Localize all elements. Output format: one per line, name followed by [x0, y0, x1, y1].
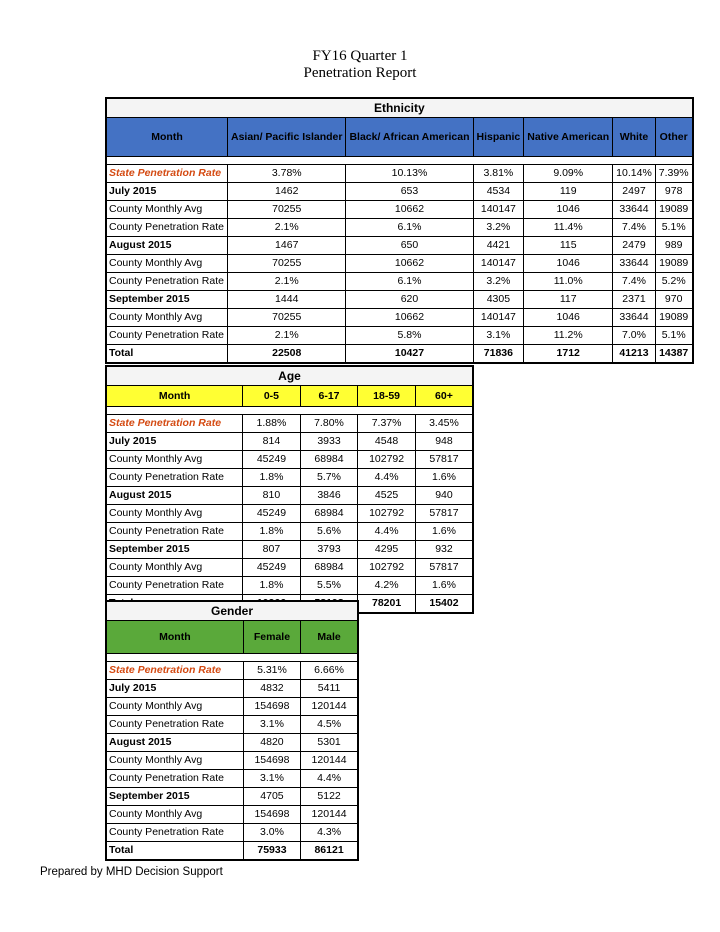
gender-cell: 5122	[301, 788, 358, 806]
ethnicity-cell: 6.1%	[346, 273, 473, 291]
ethnicity-cell: 19089	[655, 201, 692, 219]
ethnicity-cell: 4534	[473, 183, 524, 201]
ethnicity-cell: 70255	[228, 201, 346, 219]
report-title	[0, 48, 720, 82]
ethnicity-cell: 3.2%	[473, 273, 524, 291]
gender-row-label: County Monthly Avg	[106, 752, 243, 770]
gender-cell: 4832	[243, 680, 300, 698]
age-cell: 3933	[300, 433, 358, 451]
age-cell: 814	[243, 433, 301, 451]
gender-row-label: County Penetration Rate	[106, 716, 243, 734]
ethnicity-cell: 115	[524, 237, 613, 255]
ethnicity-table-row	[106, 165, 693, 183]
gender-cell: 4705	[243, 788, 300, 806]
gender-cell: 4.3%	[301, 824, 358, 842]
ethnicity-column-header: White	[613, 118, 656, 157]
ethnicity-cell: 22508	[228, 345, 346, 364]
age-cell: 1.8%	[243, 577, 301, 595]
gender-header-row	[106, 621, 358, 654]
age-column-header: 18-59	[358, 386, 416, 407]
ethnicity-column-header: Hispanic	[473, 118, 524, 157]
age-row-label: County Monthly Avg	[106, 559, 243, 577]
age-row-label: County Monthly Avg	[106, 505, 243, 523]
ethnicity-row-label: County Monthly Avg	[106, 201, 228, 219]
ethnicity-table-row	[106, 345, 693, 364]
ethnicity-cell: 70255	[228, 309, 346, 327]
age-cell: 1.8%	[243, 523, 301, 541]
age-cell: 1.8%	[243, 469, 301, 487]
ethnicity-cell: 7.39%	[655, 165, 692, 183]
ethnicity-table	[105, 97, 694, 364]
gender-cell: 154698	[243, 698, 300, 716]
ethnicity-row-label: County Penetration Rate	[106, 219, 228, 237]
gender-cell: 3.0%	[243, 824, 300, 842]
age-header-row	[106, 386, 473, 407]
age-cell: 807	[243, 541, 301, 559]
ethnicity-cell: 2497	[613, 183, 656, 201]
ethnicity-group-row	[106, 98, 693, 118]
age-table-row	[106, 559, 473, 577]
gender-cell: 5301	[301, 734, 358, 752]
ethnicity-cell: 11.2%	[524, 327, 613, 345]
age-table-row	[106, 451, 473, 469]
gender-cell: 120144	[301, 806, 358, 824]
age-cell: 45249	[243, 505, 301, 523]
ethnicity-column-header: Black/ African American	[346, 118, 473, 157]
ethnicity-cell: 653	[346, 183, 473, 201]
ethnicity-cell: 1467	[228, 237, 346, 255]
ethnicity-cell: 33644	[613, 309, 656, 327]
age-cell: 4.4%	[358, 469, 416, 487]
gender-row-label: County Monthly Avg	[106, 698, 243, 716]
ethnicity-cell: 4305	[473, 291, 524, 309]
gender-row-label: County Penetration Rate	[106, 824, 243, 842]
age-cell: 1.6%	[415, 469, 473, 487]
ethnicity-cell: 1046	[524, 309, 613, 327]
age-column-header: 0-5	[243, 386, 301, 407]
ethnicity-cell: 10.14%	[613, 165, 656, 183]
age-row-label: July 2015	[106, 433, 243, 451]
report-title-line2: Penetration Report	[303, 65, 417, 81]
ethnicity-cell: 11.4%	[524, 219, 613, 237]
gender-spacer-row	[106, 654, 358, 662]
ethnicity-row-label: July 2015	[106, 183, 228, 201]
ethnicity-column-header: Asian/ Pacific Islander	[228, 118, 346, 157]
gender-column-header: Female	[243, 621, 300, 654]
gender-table-row	[106, 770, 358, 788]
gender-cell: 86121	[301, 842, 358, 861]
gender-row-label: County Penetration Rate	[106, 770, 243, 788]
ethnicity-row-label: County Penetration Rate	[106, 327, 228, 345]
report-title-line1: FY16 Quarter 1	[312, 48, 408, 64]
ethnicity-row-label: August 2015	[106, 237, 228, 255]
age-table-row	[106, 505, 473, 523]
ethnicity-cell: 41213	[613, 345, 656, 364]
gender-table-row	[106, 662, 358, 680]
gender-table-row	[106, 842, 358, 861]
ethnicity-cell: 2.1%	[228, 327, 346, 345]
gender-cell: 3.1%	[243, 716, 300, 734]
gender-group-row	[106, 601, 358, 621]
age-table-row	[106, 469, 473, 487]
age-row-label: County Monthly Avg	[106, 451, 243, 469]
age-column-header: Month	[106, 386, 243, 407]
gender-cell: 120144	[301, 698, 358, 716]
gender-column-header: Male	[301, 621, 358, 654]
ethnicity-cell: 19089	[655, 309, 692, 327]
ethnicity-cell: 1046	[524, 255, 613, 273]
ethnicity-cell: 33644	[613, 255, 656, 273]
ethnicity-cell: 978	[655, 183, 692, 201]
age-cell: 57817	[415, 559, 473, 577]
ethnicity-cell: 7.4%	[613, 273, 656, 291]
gender-row-label: August 2015	[106, 734, 243, 752]
ethnicity-cell: 117	[524, 291, 613, 309]
ethnicity-cell: 3.81%	[473, 165, 524, 183]
age-cell: 1.88%	[243, 415, 301, 433]
age-spacer-row	[106, 407, 473, 415]
ethnicity-cell: 140147	[473, 201, 524, 219]
ethnicity-cell: 140147	[473, 255, 524, 273]
age-cell: 45249	[243, 451, 301, 469]
ethnicity-table-row	[106, 219, 693, 237]
ethnicity-cell: 70255	[228, 255, 346, 273]
ethnicity-table-row	[106, 237, 693, 255]
gender-cell: 4.4%	[301, 770, 358, 788]
ethnicity-row-label: County Monthly Avg	[106, 255, 228, 273]
age-cell: 78201	[358, 595, 416, 614]
ethnicity-cell: 2479	[613, 237, 656, 255]
ethnicity-spacer	[106, 157, 693, 165]
age-cell: 5.5%	[300, 577, 358, 595]
gender-table-row	[106, 734, 358, 752]
gender-table-row	[106, 698, 358, 716]
age-cell: 932	[415, 541, 473, 559]
age-cell: 3.45%	[415, 415, 473, 433]
age-table-row	[106, 415, 473, 433]
age-column-header: 60+	[415, 386, 473, 407]
gender-cell: 4.5%	[301, 716, 358, 734]
ethnicity-cell: 989	[655, 237, 692, 255]
age-cell: 68984	[300, 505, 358, 523]
ethnicity-table-row	[106, 309, 693, 327]
ethnicity-column-header: Native American	[524, 118, 613, 157]
ethnicity-cell: 1046	[524, 201, 613, 219]
gender-cell: 3.1%	[243, 770, 300, 788]
ethnicity-cell: 5.8%	[346, 327, 473, 345]
ethnicity-cell: 1712	[524, 345, 613, 364]
ethnicity-cell: 1444	[228, 291, 346, 309]
gender-group-title: Gender	[106, 601, 358, 621]
gender-table	[105, 600, 359, 861]
ethnicity-cell: 5.1%	[655, 327, 692, 345]
gender-cell: 5411	[301, 680, 358, 698]
ethnicity-row-label: County Monthly Avg	[106, 309, 228, 327]
age-table-row	[106, 541, 473, 559]
ethnicity-table-row	[106, 183, 693, 201]
age-cell: 5.6%	[300, 523, 358, 541]
ethnicity-cell: 3.2%	[473, 219, 524, 237]
gender-cell: 5.31%	[243, 662, 300, 680]
age-cell: 45249	[243, 559, 301, 577]
gender-table-row	[106, 824, 358, 842]
ethnicity-cell: 4421	[473, 237, 524, 255]
ethnicity-cell: 2371	[613, 291, 656, 309]
age-cell: 3846	[300, 487, 358, 505]
age-cell: 810	[243, 487, 301, 505]
gender-table-row	[106, 680, 358, 698]
gender-row-label: July 2015	[106, 680, 243, 698]
age-cell: 68984	[300, 559, 358, 577]
age-row-label: August 2015	[106, 487, 243, 505]
age-cell: 7.80%	[300, 415, 358, 433]
ethnicity-cell: 10427	[346, 345, 473, 364]
age-cell: 4525	[358, 487, 416, 505]
age-cell: 4.2%	[358, 577, 416, 595]
ethnicity-cell: 3.78%	[228, 165, 346, 183]
gender-column-header: Month	[106, 621, 243, 654]
gender-cell: 154698	[243, 806, 300, 824]
age-cell: 5.7%	[300, 469, 358, 487]
age-cell: 57817	[415, 505, 473, 523]
gender-cell: 6.66%	[301, 662, 358, 680]
ethnicity-cell: 3.1%	[473, 327, 524, 345]
ethnicity-row-label: State Penetration Rate	[106, 165, 228, 183]
ethnicity-cell: 9.09%	[524, 165, 613, 183]
age-cell: 948	[415, 433, 473, 451]
ethnicity-cell: 6.1%	[346, 219, 473, 237]
age-cell: 1.6%	[415, 577, 473, 595]
ethnicity-cell: 5.2%	[655, 273, 692, 291]
age-cell: 15402	[415, 595, 473, 614]
ethnicity-cell: 19089	[655, 255, 692, 273]
age-group-title: Age	[106, 366, 473, 386]
age-cell: 68984	[300, 451, 358, 469]
gender-cell: 154698	[243, 752, 300, 770]
gender-table-row	[106, 716, 358, 734]
ethnicity-cell: 33644	[613, 201, 656, 219]
age-cell: 1.6%	[415, 523, 473, 541]
ethnicity-cell: 140147	[473, 309, 524, 327]
ethnicity-cell: 5.1%	[655, 219, 692, 237]
age-cell: 102792	[358, 559, 416, 577]
age-table	[105, 365, 474, 614]
ethnicity-cell: 10662	[346, 255, 473, 273]
gender-table-row	[106, 788, 358, 806]
ethnicity-cell: 2.1%	[228, 219, 346, 237]
ethnicity-row-label: Total	[106, 345, 228, 364]
age-cell: 57817	[415, 451, 473, 469]
gender-spacer	[106, 654, 358, 662]
age-cell: 4295	[358, 541, 416, 559]
gender-table-row	[106, 752, 358, 770]
gender-cell: 4820	[243, 734, 300, 752]
gender-row-label: Total	[106, 842, 243, 861]
ethnicity-cell: 7.0%	[613, 327, 656, 345]
ethnicity-cell: 11.0%	[524, 273, 613, 291]
gender-cell: 75933	[243, 842, 300, 861]
age-row-label: State Penetration Rate	[106, 415, 243, 433]
age-cell: 940	[415, 487, 473, 505]
gender-row-label: September 2015	[106, 788, 243, 806]
ethnicity-table-row	[106, 273, 693, 291]
ethnicity-column-header: Month	[106, 118, 228, 157]
age-table-row	[106, 487, 473, 505]
age-row-label: September 2015	[106, 541, 243, 559]
ethnicity-cell: 7.4%	[613, 219, 656, 237]
age-row-label: County Penetration Rate	[106, 577, 243, 595]
age-column-header: 6-17	[300, 386, 358, 407]
gender-row-label: State Penetration Rate	[106, 662, 243, 680]
ethnicity-cell: 10662	[346, 309, 473, 327]
age-row-label: County Penetration Rate	[106, 469, 243, 487]
ethnicity-cell: 10662	[346, 201, 473, 219]
ethnicity-table-row	[106, 255, 693, 273]
ethnicity-cell: 119	[524, 183, 613, 201]
ethnicity-cell: 10.13%	[346, 165, 473, 183]
ethnicity-group-title: Ethnicity	[106, 98, 693, 118]
age-cell: 3793	[300, 541, 358, 559]
gender-cell: 120144	[301, 752, 358, 770]
ethnicity-cell: 970	[655, 291, 692, 309]
age-cell: 102792	[358, 451, 416, 469]
ethnicity-cell: 620	[346, 291, 473, 309]
age-table-row	[106, 577, 473, 595]
ethnicity-table-row	[106, 291, 693, 309]
age-cell: 4548	[358, 433, 416, 451]
age-table-row	[106, 523, 473, 541]
gender-row-label: County Monthly Avg	[106, 806, 243, 824]
footer-note: Prepared by MHD Decision Support	[40, 866, 223, 878]
age-cell: 4.4%	[358, 523, 416, 541]
ethnicity-row-label: September 2015	[106, 291, 228, 309]
age-group-row	[106, 366, 473, 386]
ethnicity-header-row	[106, 118, 693, 157]
age-spacer	[106, 407, 473, 415]
ethnicity-spacer-row	[106, 157, 693, 165]
ethnicity-column-header: Other	[655, 118, 692, 157]
gender-table-row	[106, 806, 358, 824]
age-table-row	[106, 433, 473, 451]
ethnicity-cell: 71836	[473, 345, 524, 364]
ethnicity-cell: 650	[346, 237, 473, 255]
age-row-label: County Penetration Rate	[106, 523, 243, 541]
ethnicity-row-label: County Penetration Rate	[106, 273, 228, 291]
age-cell: 7.37%	[358, 415, 416, 433]
ethnicity-cell: 2.1%	[228, 273, 346, 291]
ethnicity-cell: 14387	[655, 345, 692, 364]
age-cell: 102792	[358, 505, 416, 523]
ethnicity-cell: 1462	[228, 183, 346, 201]
ethnicity-table-row	[106, 327, 693, 345]
ethnicity-table-row	[106, 201, 693, 219]
